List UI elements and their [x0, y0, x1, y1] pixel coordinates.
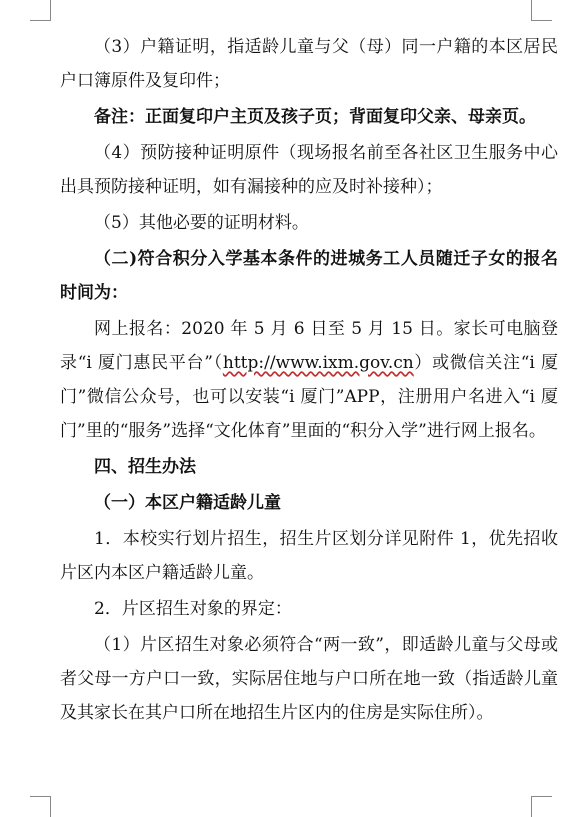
online-registration-text-start: 网上报名：2020 年 5 月 6 日至 5 月 15 日。家长可电脑登录“i 厦门惠民平台”（ [60, 319, 558, 373]
crop-mark-top-left [30, 0, 51, 21]
paragraph-household-registration: （3）户籍证明，指适龄儿童与父（母）同一户籍的本区居民户口簿原件及复印件； [60, 37, 558, 91]
section-heading-enrollment-methods: 四、招生办法 [94, 457, 196, 477]
paragraph-two-consistencies: （1）片区招生对象必须符合“两一致”，即适龄儿童与父母或者父母一方户口一致，实际居住地与户口所在地一致（指适龄儿童及其家长在其户口所在地招生片区内的住房是实际住所）。 [60, 635, 558, 723]
paragraph-online-registration [60, 312, 558, 448]
crop-mark-bottom-left [30, 796, 51, 817]
document-page [60, 30, 558, 732]
paragraph-vaccination: （4）预防接种证明原件（现场报名前至各社区卫生服务中心出具预防接种证明，如有漏接种的应及时补接种）； [60, 143, 558, 197]
heading-migrant-children-registration: （二)符合积分入学基本条件的进城务工人员随迁子女的报名时间为： [60, 249, 558, 303]
online-registration-text-end: ）或微信关注“i 厦门”微信公众号，也可以安装“i 厦门”APP，注册用户名进入“i 厦门”里的“服务”选择“文化体育”里面的“积分入学”进行网上报名。 [60, 353, 558, 441]
paragraph-zone-definition: 2．片区招生对象的界定： [94, 599, 292, 619]
paragraph-zoned-enrollment: 1．本校实行划片招生，招生片区划分详见附件 1，优先招收片区内本区户籍适龄儿童。 [60, 529, 558, 583]
website-link[interactable]: http://www.ixm.gov.cn [222, 353, 414, 373]
crop-mark-top-right [531, 0, 552, 21]
paragraph-note: 备注：正面复印户主页及孩子页；背面复印父亲、母亲页。 [94, 107, 536, 127]
crop-mark-bottom-right [531, 796, 552, 817]
paragraph-other-materials: （5）其他必要的证明材料。 [94, 213, 309, 233]
subheading-local-children: （一）本区户籍适龄儿童 [94, 493, 281, 513]
